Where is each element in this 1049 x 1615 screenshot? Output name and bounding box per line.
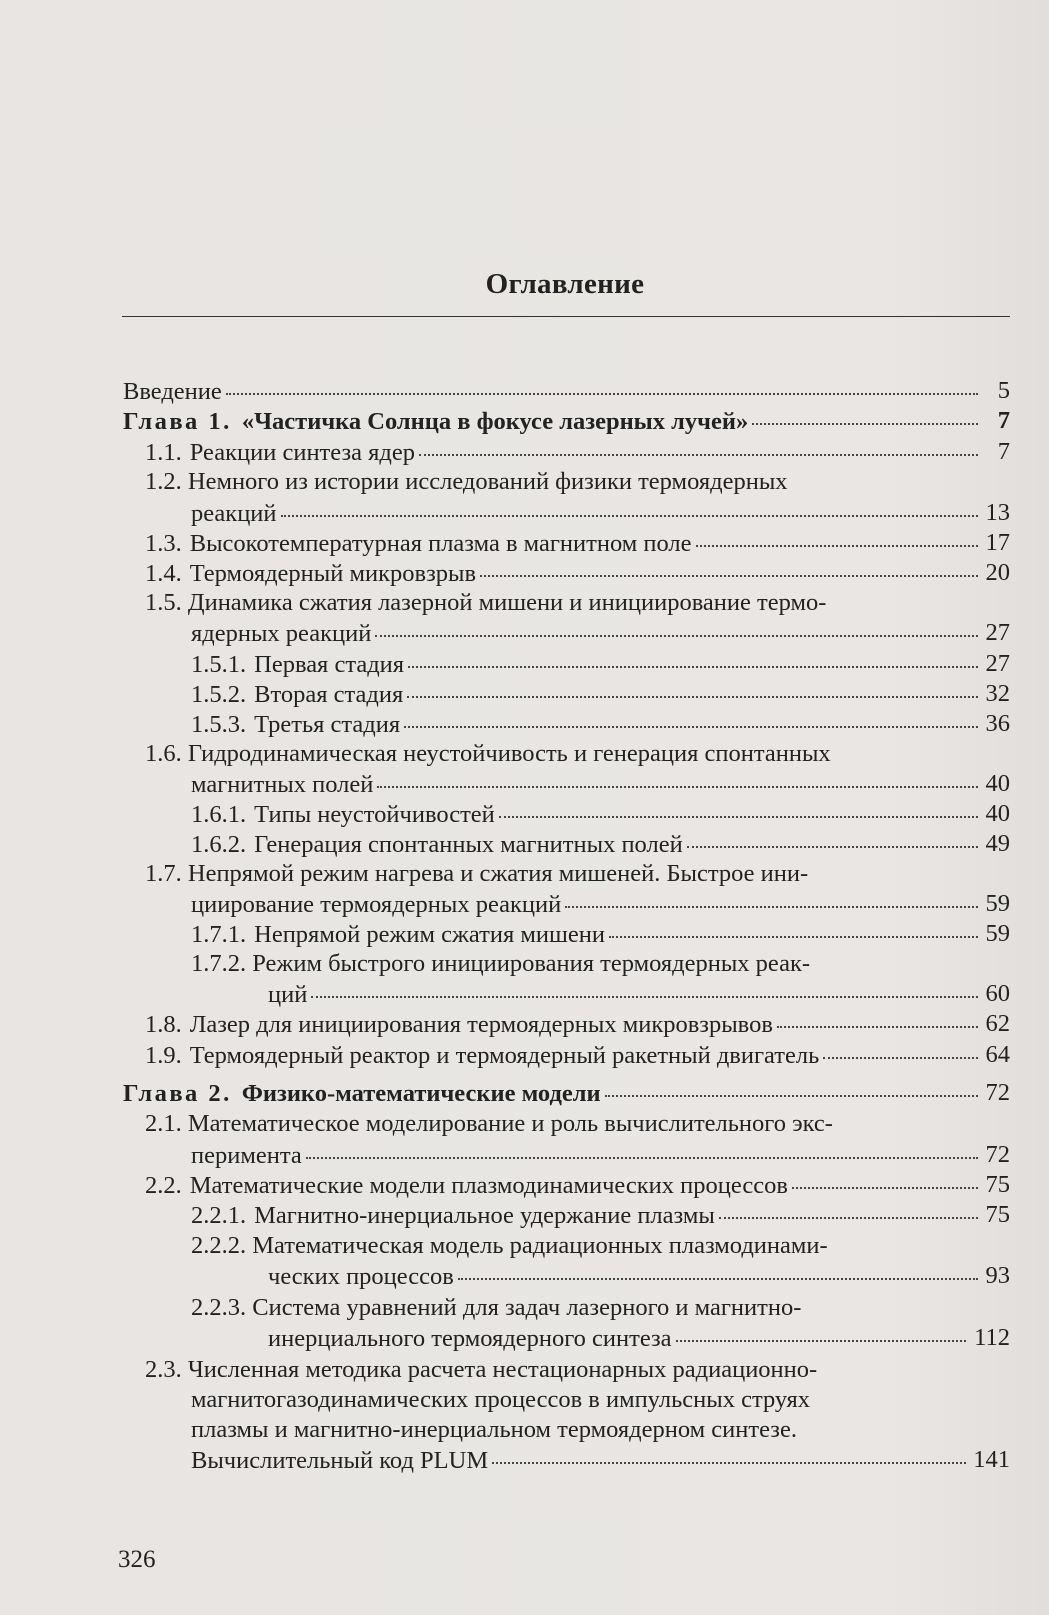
- toc-section-number: 1.1.: [145, 439, 182, 466]
- toc-entry-title: Математические модели плазмодинамических процессов: [189, 1172, 788, 1199]
- toc-entry-page: 13: [985, 499, 1010, 526]
- dot-leader: [226, 371, 978, 395]
- toc-subsection-1-6-2: [191, 828, 1010, 860]
- dot-leader: [492, 1440, 966, 1464]
- toc-entry-title: Численная методика расчета нестационарных радиационно-: [187, 1356, 818, 1383]
- dot-leader: [480, 553, 978, 577]
- toc-entry-title-cont: ций: [268, 981, 308, 1008]
- toc-entry-page: 36: [985, 710, 1010, 737]
- toc-entry-title: «Частичка Солнца в фокусе лазерных лучей»: [241, 408, 749, 435]
- title-divider: [122, 316, 1010, 317]
- toc-entry-page: 72: [985, 1141, 1010, 1168]
- toc-entry-title-cont: магнитогазодинамических процессов в импульсных струях: [191, 1386, 811, 1413]
- toc-section-number: 1.7.: [145, 860, 182, 887]
- dot-leader: [792, 1165, 978, 1189]
- toc-entry-page: 27: [985, 650, 1010, 677]
- toc-chapter-number: Глава 2.: [123, 1080, 232, 1107]
- toc-entry-page: 141: [973, 1446, 1010, 1473]
- toc-entry-title-cont: плазмы и магнитно-инерциальном термоядерном синтезе.: [191, 1416, 797, 1443]
- page-title: Оглавление: [485, 268, 645, 300]
- dot-leader: [408, 644, 978, 668]
- toc-entry-page: 7: [997, 438, 1010, 465]
- toc-section-number: 1.6.1.: [191, 801, 247, 828]
- toc-entry-title: Третья стадия: [254, 711, 401, 738]
- dot-leader: [404, 704, 978, 728]
- dot-leader: [375, 613, 978, 637]
- toc-entry-title-cont: магнитных полей: [191, 771, 374, 798]
- toc-entry-page: 32: [985, 680, 1010, 707]
- toc-section-number: 1.6.2.: [191, 831, 247, 858]
- dot-leader: [565, 884, 978, 908]
- toc-entry-title-cont: Вычислительный код PLUM: [191, 1447, 489, 1474]
- toc-section-number: 1.5.: [145, 589, 182, 616]
- toc-entry-title: Система уравнений для задач лазерного и магнитно-: [252, 1294, 802, 1321]
- dot-leader: [499, 794, 978, 818]
- dot-leader: [458, 1256, 978, 1280]
- toc-entry-title: Типы неустойчивостей: [254, 801, 495, 828]
- toc-entry-page: 59: [985, 890, 1010, 917]
- toc-section-number: 2.2.2.: [191, 1232, 247, 1259]
- toc-section-number: 1.7.2.: [191, 950, 247, 977]
- toc-entry-page: 40: [985, 770, 1010, 797]
- toc-entry-page: 17: [985, 529, 1010, 556]
- toc-entry-title: Высокотемпературная плазма в магнитном поле: [189, 530, 692, 557]
- page-number: 326: [118, 1546, 156, 1573]
- toc-chapter-2: [123, 1077, 1010, 1109]
- toc-section-number: 1.5.2.: [191, 681, 247, 708]
- toc-entry-page: 93: [985, 1262, 1010, 1289]
- toc-section-number: 1.7.1.: [191, 921, 247, 948]
- toc-entry-title: Реакции синтеза ядер: [189, 439, 415, 466]
- toc-entry-page: 40: [985, 800, 1010, 827]
- toc-section-2-3: [191, 1444, 1010, 1476]
- dot-leader: [605, 1073, 978, 1097]
- toc-section-number: 1.5.3.: [191, 711, 247, 738]
- toc-entry-title: Немного из истории исследований физики термоядерных: [187, 468, 788, 495]
- toc-section-number: 1.9.: [145, 1042, 182, 1069]
- dot-leader: [407, 674, 978, 698]
- dot-leader: [377, 764, 978, 788]
- dot-leader: [687, 824, 978, 848]
- toc-entry-page: 5: [997, 377, 1010, 404]
- toc-entry-title-cont: инерциального термоядерного синтеза: [268, 1325, 672, 1352]
- toc-section-number: 2.2.3.: [191, 1294, 247, 1321]
- toc-entry-title: Магнитно-инерциальное удержание плазмы: [254, 1202, 715, 1229]
- toc-entry-title-cont: реакций: [191, 500, 277, 527]
- dot-leader: [696, 523, 978, 547]
- dot-leader: [609, 914, 978, 938]
- toc-entry-title: Динамика сжатия лазерной мишени и инициирование термо-: [187, 589, 827, 616]
- toc-entry-title: Вторая стадия: [254, 681, 404, 708]
- toc-section-1-4: [145, 557, 1010, 589]
- toc-section-number: 2.3.: [145, 1356, 182, 1383]
- toc-entry-title: Непрямой режим нагрева и сжатия мишеней. Быстрое ини-: [187, 860, 809, 887]
- dot-leader: [419, 432, 978, 456]
- toc-section-number: 2.2.1.: [191, 1202, 247, 1229]
- toc-entry-page: 60: [985, 980, 1010, 1007]
- toc-entry-title-cont: циирование термоядерных реакций: [191, 891, 562, 918]
- toc-section-number: 2.2.: [145, 1172, 182, 1199]
- toc-entry-page: 62: [985, 1010, 1010, 1037]
- dot-leader: [311, 974, 978, 998]
- dot-leader: [752, 401, 978, 425]
- toc-entry-page: 72: [985, 1079, 1010, 1106]
- dot-leader: [823, 1035, 978, 1059]
- toc-entry-title: Термоядерный микровзрыв: [189, 560, 477, 587]
- toc-entry-title: Математическая модель радиационных плазмодинами-: [252, 1232, 828, 1259]
- toc-section-number: 1.4.: [145, 560, 182, 587]
- toc-entry-title: Гидродинамическая неустойчивость и генерация спонтанных: [187, 740, 831, 767]
- toc-entry-page: 7: [997, 407, 1010, 434]
- toc-entry-title: Термоядерный реактор и термоядерный ракетный двигатель: [189, 1042, 820, 1069]
- toc-entry-title: Первая стадия: [254, 651, 405, 678]
- toc-section-1-9: [145, 1039, 1010, 1071]
- toc-subsection-1-5-3: [191, 708, 1010, 740]
- dot-leader: [281, 493, 978, 517]
- toc-entry-page: 75: [985, 1171, 1010, 1198]
- toc-section-number: 1.5.1.: [191, 651, 247, 678]
- toc-section-number: 2.1.: [145, 1110, 182, 1137]
- toc-entry-title-cont: перимента: [191, 1142, 302, 1169]
- toc-entry-page: 112: [974, 1324, 1010, 1351]
- dot-leader: [306, 1135, 978, 1159]
- toc-entry-page: 49: [985, 830, 1010, 857]
- dot-leader: [777, 1004, 978, 1028]
- toc-subsection-2-2-2: [268, 1260, 1010, 1292]
- toc-entry-title: Лазер для инициирования термоядерных микровзрывов: [189, 1011, 773, 1038]
- toc-chapter-number: Глава 1.: [123, 408, 232, 435]
- toc-entry-page: 64: [985, 1041, 1010, 1068]
- toc-subsection-2-2-1: [191, 1199, 1010, 1231]
- toc-section-number: 1.2.: [145, 468, 182, 495]
- toc-entry-title: Непрямой режим сжатия мишени: [254, 921, 605, 948]
- toc-entry-title: Физико-математические модели: [241, 1080, 601, 1107]
- dot-leader: [719, 1195, 978, 1219]
- toc-entry-title: Математическое моделирование и роль вычислительного экс-: [187, 1110, 833, 1137]
- toc-entry-page: 75: [985, 1201, 1010, 1228]
- toc-subsection-2-2-3: [268, 1322, 1010, 1354]
- toc-entry-page: 27: [985, 619, 1010, 646]
- toc-section-1-1: [145, 436, 1010, 468]
- toc-section-2-3-line2: [191, 1384, 810, 1415]
- toc-entry-title-cont: ядерных реакций: [191, 620, 372, 647]
- toc-entry-title: Введение: [123, 378, 222, 405]
- toc-entry-page: 59: [985, 920, 1010, 947]
- toc-subsection-1-7-1: [191, 918, 1010, 950]
- toc-entry-page: 20: [985, 559, 1010, 586]
- toc-section-number: 1.8.: [145, 1011, 182, 1038]
- toc-entry-title: Режим быстрого инициирования термоядерных реак-: [252, 950, 811, 977]
- toc-entry-title-cont: ческих процессов: [268, 1263, 454, 1290]
- toc-entry-title: Генерация спонтанных магнитных полей: [254, 831, 683, 858]
- dot-leader: [676, 1318, 966, 1342]
- toc-section-number: 1.6.: [145, 740, 182, 767]
- toc-section-2-3-line1: [145, 1354, 817, 1385]
- toc-section-number: 1.3.: [145, 530, 182, 557]
